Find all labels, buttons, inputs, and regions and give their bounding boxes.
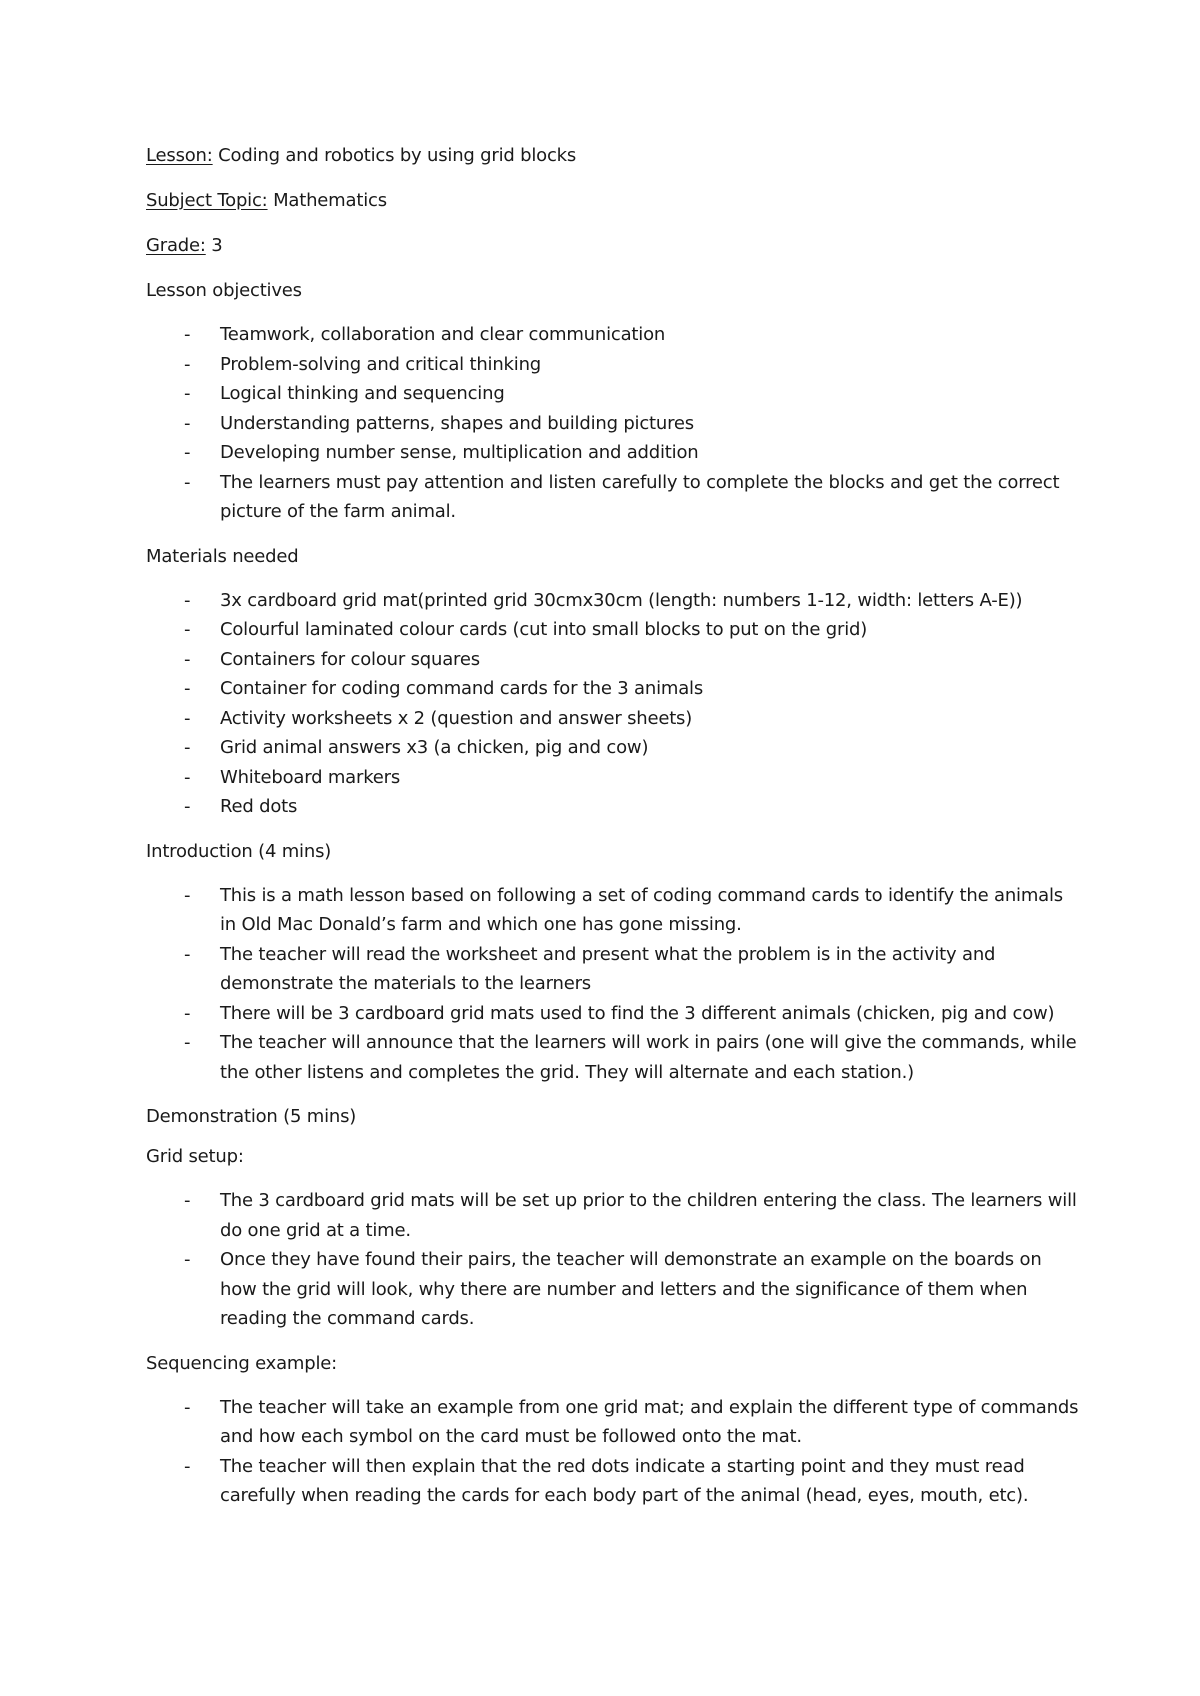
dash-marker: - bbox=[184, 1190, 191, 1211]
dash-marker: - bbox=[184, 589, 191, 611]
dash-marker: - bbox=[184, 648, 191, 670]
objectives-heading: Lesson objectives bbox=[146, 280, 302, 301]
demonstration-heading: Demonstration (5 mins) bbox=[146, 1106, 357, 1127]
grid-setup-heading: Grid setup: bbox=[146, 1146, 244, 1167]
list-item: - Once they have found their pairs, the teacher will demonstrate an example on the boards on how the grid will look, why there are number and letters and the significance of them when reading the command cards. bbox=[146, 1245, 1080, 1334]
list-item: - This is a math lesson based on following a set of coding command cards to identify the animals in Old Mac Donald’s farm and which one has gone missing. bbox=[146, 881, 1080, 940]
introduction-list bbox=[146, 881, 1080, 1088]
list-item: - Understanding patterns, shapes and building pictures bbox=[146, 409, 1080, 439]
subject-label: Subject Topic: bbox=[146, 190, 268, 211]
list-item: - Colourful laminated colour cards (cut into small blocks to put on the grid) bbox=[146, 615, 1080, 645]
objectives-list bbox=[146, 320, 1080, 527]
dash-marker: - bbox=[184, 766, 191, 788]
lesson-value: Coding and robotics by using grid blocks bbox=[212, 145, 577, 166]
lesson-label: Lesson: bbox=[146, 145, 213, 166]
list-item: - Container for coding command cards for the 3 animals bbox=[146, 674, 1080, 704]
dash-marker: - bbox=[184, 353, 191, 375]
dash-marker: - bbox=[184, 678, 191, 699]
grid-setup-list bbox=[146, 1186, 1080, 1334]
list-item: - Logical thinking and sequencing bbox=[146, 379, 1080, 409]
list-item: - Red dots bbox=[146, 792, 1080, 822]
list-item: - Developing number sense, multiplication and addition bbox=[146, 438, 1080, 468]
list-item: - 3x cardboard grid mat(printed grid 30cmx30cm (length: numbers 1-12, width: letters A-E)) bbox=[146, 586, 1080, 616]
lesson-line bbox=[146, 145, 1080, 167]
introduction-heading: Introduction (4 mins) bbox=[146, 840, 332, 862]
list-item: - Activity worksheets x 2 (question and answer sheets) bbox=[146, 704, 1080, 734]
dash-marker: - bbox=[184, 943, 191, 965]
dash-marker: - bbox=[184, 383, 191, 404]
list-item: - The learners must pay attention and listen carefully to complete the blocks and get the correct picture of the farm animal. bbox=[146, 468, 1080, 527]
sequencing-list bbox=[146, 1393, 1080, 1511]
list-item: - Problem-solving and critical thinking bbox=[146, 350, 1080, 380]
dash-marker: - bbox=[184, 796, 191, 817]
dash-marker: - bbox=[184, 324, 191, 345]
grade-line bbox=[146, 235, 1080, 257]
dash-marker: - bbox=[184, 707, 191, 729]
list-item: - Whiteboard markers bbox=[146, 763, 1080, 793]
list-item: - The teacher will then explain that the red dots indicate a starting point and they must read carefully when reading the cards for each body part of the animal (head, eyes, mouth, etc). bbox=[146, 1452, 1080, 1511]
list-item: - The teacher will take an example from one grid mat; and explain the different type of commands and how each symbol on the card must be followed onto the mat. bbox=[146, 1393, 1080, 1452]
grade-value: 3 bbox=[205, 235, 223, 256]
materials-list bbox=[146, 586, 1080, 822]
dash-marker: - bbox=[184, 884, 191, 906]
dash-marker: - bbox=[184, 471, 191, 493]
list-item: - Teamwork, collaboration and clear communication bbox=[146, 320, 1080, 350]
subject-line bbox=[146, 190, 1080, 212]
subject-value: Mathematics bbox=[267, 190, 387, 211]
grade-label: Grade: bbox=[146, 235, 206, 256]
dash-marker: - bbox=[184, 737, 191, 758]
list-item: - Containers for colour squares bbox=[146, 645, 1080, 675]
dash-marker: - bbox=[184, 1032, 191, 1053]
list-item: - There will be 3 cardboard grid mats used to find the 3 different animals (chicken, pig and cow) bbox=[146, 999, 1080, 1029]
dash-marker: - bbox=[184, 1455, 191, 1477]
dash-marker: - bbox=[184, 1249, 191, 1270]
list-item: - The teacher will announce that the learners will work in pairs (one will give the commands, while the other listens and completes the grid. They will alternate and each station.) bbox=[146, 1028, 1080, 1087]
materials-heading: Materials needed bbox=[146, 545, 299, 567]
dash-marker: - bbox=[184, 442, 191, 463]
list-item: - Grid animal answers x3 (a chicken, pig and cow) bbox=[146, 733, 1080, 763]
list-item: - The teacher will read the worksheet and present what the problem is in the activity and demonstrate the materials to the learners bbox=[146, 940, 1080, 999]
list-item: - The 3 cardboard grid mats will be set up prior to the children entering the class. The learners will do one grid at a time. bbox=[146, 1186, 1080, 1245]
sequencing-heading: Sequencing example: bbox=[146, 1352, 338, 1374]
dash-marker: - bbox=[184, 619, 191, 640]
dash-marker: - bbox=[184, 412, 191, 434]
dash-marker: - bbox=[184, 1396, 191, 1418]
dash-marker: - bbox=[184, 1002, 191, 1024]
